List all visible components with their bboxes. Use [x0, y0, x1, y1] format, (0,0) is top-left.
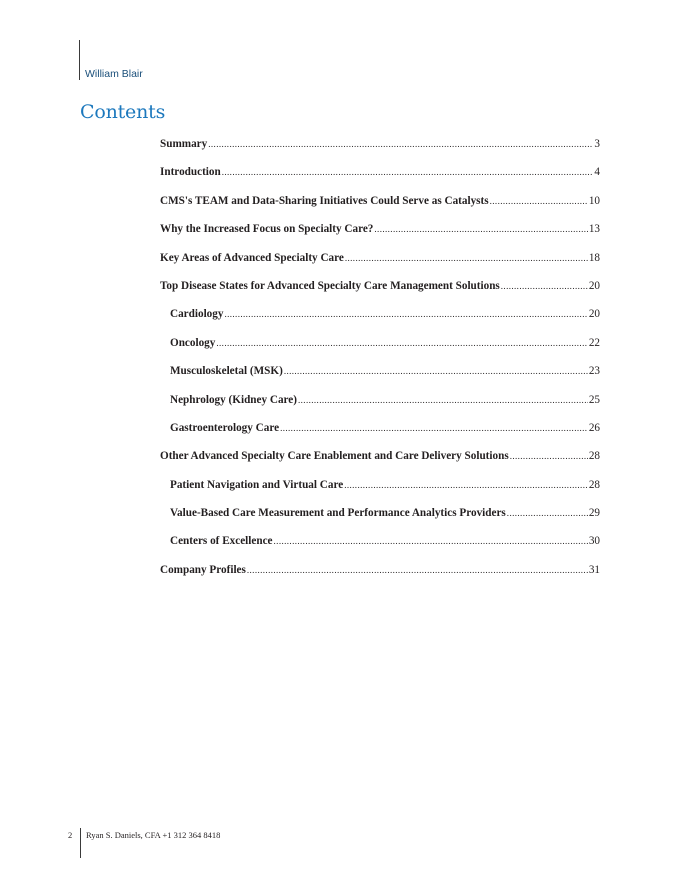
toc-entry-page: 13: [588, 223, 600, 236]
toc-entry[interactable]: [160, 533, 600, 561]
brand-name: William Blair: [85, 68, 143, 80]
toc-entry[interactable]: [160, 306, 600, 334]
toc-entry-page: 31: [588, 563, 600, 576]
toc-dot-leader: [274, 533, 588, 549]
toc-entry-page: 4: [594, 166, 600, 179]
toc-entry[interactable]: [160, 392, 600, 420]
toc-dot-leader: [280, 420, 588, 436]
toc-entry-label: Value-Based Care Measurement and Performance Analytics Providers: [170, 507, 506, 520]
toc-entry-label: Top Disease States for Advanced Specialty Care Management Solutions: [160, 279, 500, 292]
toc-entry[interactable]: [160, 250, 600, 278]
toc-entry-page: 20: [588, 279, 600, 292]
toc-dot-leader: [216, 335, 587, 351]
toc-entry[interactable]: [160, 562, 600, 590]
toc-entry-page: 28: [588, 450, 600, 463]
toc-entry-page: 20: [588, 308, 600, 321]
toc-entry-label: Patient Navigation and Virtual Care: [170, 478, 344, 491]
toc-dot-leader: [224, 306, 587, 322]
toc-dot-leader: [208, 136, 593, 152]
toc-entry-label: Nephrology (Kidney Care): [170, 393, 297, 406]
toc-entry-label: Musculoskeletal (MSK): [170, 365, 283, 378]
toc-entry[interactable]: [160, 335, 600, 363]
footer-author-contact: Ryan S. Daniels, CFA +1 312 364 8418: [86, 830, 221, 840]
toc-entry[interactable]: [160, 420, 600, 448]
toc-dot-leader: [374, 221, 587, 237]
toc-entry[interactable]: [160, 221, 600, 249]
toc-dot-leader: [284, 363, 588, 379]
toc-entry[interactable]: [160, 193, 600, 221]
toc-entry-label: Gastroenterology Care: [170, 421, 280, 434]
page-number: 2: [68, 830, 73, 840]
table-of-contents: [160, 136, 600, 590]
toc-entry[interactable]: [160, 448, 600, 476]
toc-entry-page: 22: [588, 336, 600, 349]
toc-entry-page: 23: [588, 365, 600, 378]
toc-entry[interactable]: [160, 164, 600, 192]
toc-dot-leader: [507, 505, 588, 521]
toc-entry-page: 29: [588, 507, 600, 520]
toc-dot-leader: [501, 278, 588, 294]
toc-dot-leader: [510, 448, 588, 464]
toc-entry-label: Oncology: [170, 336, 216, 349]
toc-entry[interactable]: [160, 278, 600, 306]
toc-entry-label: Company Profiles: [160, 563, 246, 576]
toc-entry-page: 26: [588, 421, 600, 434]
toc-entry-label: Key Areas of Advanced Specialty Care: [160, 251, 344, 264]
toc-entry-page: 25: [588, 393, 600, 406]
toc-entry-label: Why the Increased Focus on Specialty Care?: [160, 223, 374, 236]
toc-dot-leader: [247, 562, 588, 578]
toc-entry-page: 28: [588, 478, 600, 491]
toc-entry-page: 18: [588, 251, 600, 264]
toc-dot-leader: [490, 193, 588, 209]
toc-entry-label: Summary: [160, 138, 208, 150]
toc-entry-label: Introduction: [160, 166, 221, 179]
toc-dot-leader: [344, 477, 588, 493]
toc-entry-label: Centers of Excellence: [170, 535, 273, 548]
toc-entry[interactable]: [160, 136, 600, 164]
toc-entry[interactable]: [160, 505, 600, 533]
toc-entry-page: 3: [594, 138, 600, 150]
toc-dot-leader: [222, 164, 594, 180]
toc-entry-page: 30: [588, 535, 600, 548]
toc-entry-label: Cardiology: [170, 308, 224, 321]
toc-entry[interactable]: [160, 363, 600, 391]
toc-entry-label: Other Advanced Specialty Care Enablement and Care Delivery Solutions: [160, 450, 509, 463]
page-title: Contents: [80, 101, 166, 123]
header-divider: [79, 40, 80, 80]
toc-dot-leader: [345, 250, 588, 266]
toc-entry[interactable]: [160, 477, 600, 505]
toc-entry-label: CMS's TEAM and Data-Sharing Initiatives Could Serve as Catalysts: [160, 194, 489, 207]
toc-dot-leader: [298, 392, 588, 408]
footer-divider: [80, 828, 81, 858]
toc-entry-page: 10: [588, 194, 600, 207]
